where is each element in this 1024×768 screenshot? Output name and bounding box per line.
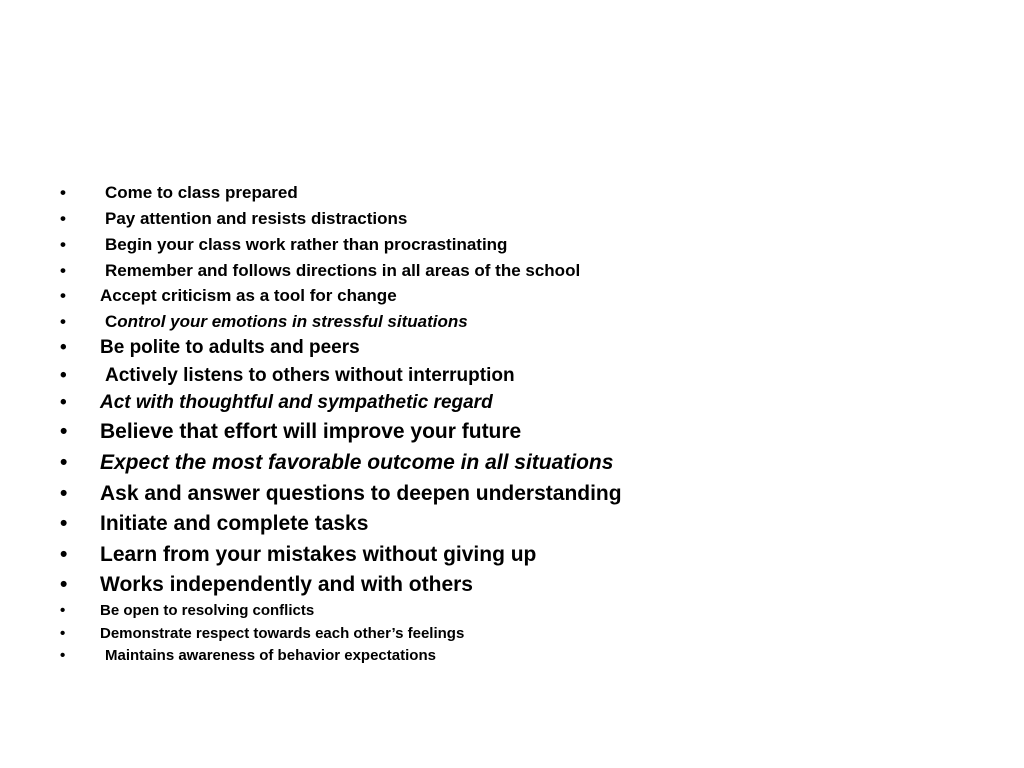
bullet-icon: • xyxy=(60,209,66,228)
list-item-text: Remember and follows directions in all areas of the school xyxy=(105,261,581,280)
bullet-icon: • xyxy=(60,451,68,474)
bullet-icon: • xyxy=(60,602,66,619)
bullet-icon: • xyxy=(60,261,66,280)
bullet-icon: • xyxy=(60,543,68,566)
list-item-text: Be polite to adults and peers xyxy=(100,337,360,358)
bullet-icon: • xyxy=(60,573,68,596)
list-item-text-italic: ontrol your emotions in stressful situations xyxy=(117,312,468,331)
list-item-text xyxy=(105,313,468,330)
list-item-text: Maintains awareness of behavior expectations xyxy=(105,647,436,664)
bullet-icon: • xyxy=(60,312,66,331)
list-item-prefix: C xyxy=(105,312,118,331)
bullet-icon: • xyxy=(60,512,68,535)
list-item-text: Come to class prepared xyxy=(105,183,298,202)
list-item-text: Act with thoughtful and sympathetic regard xyxy=(100,392,493,413)
bullet-icon: • xyxy=(60,365,67,386)
list-item-text: Pay attention and resists distractions xyxy=(105,209,408,228)
list-item-text: Be open to resolving conflicts xyxy=(100,602,315,619)
list-item-text: Learn from your mistakes without giving up xyxy=(100,543,537,566)
bullet-icon: • xyxy=(60,235,66,254)
bullet-icon: • xyxy=(60,625,66,642)
bullet-icon: • xyxy=(60,420,68,443)
list-item-text: Demonstrate respect towards each other’s feelings xyxy=(100,625,465,642)
bullet-icon: • xyxy=(60,647,66,664)
list-item-text: Accept criticism as a tool for change xyxy=(100,286,397,305)
list-item-text: Actively listens to others without interruption xyxy=(105,365,515,386)
bullet-icon: • xyxy=(60,286,66,305)
list-item-text: Believe that effort will improve your future xyxy=(100,420,522,443)
bullet-icon: • xyxy=(60,183,66,202)
bullet-icon: • xyxy=(60,337,67,358)
list-item-text: Begin your class work rather than procrastinating xyxy=(105,235,508,254)
list-item-text: Ask and answer questions to deepen understanding xyxy=(100,482,622,505)
bullet-icon: • xyxy=(60,392,67,413)
list-item-text: Initiate and complete tasks xyxy=(100,512,369,535)
bullet-icon: • xyxy=(60,482,68,505)
list-item-text: Expect the most favorable outcome in all situations xyxy=(100,451,614,474)
list-item-text: Works independently and with others xyxy=(100,573,473,596)
